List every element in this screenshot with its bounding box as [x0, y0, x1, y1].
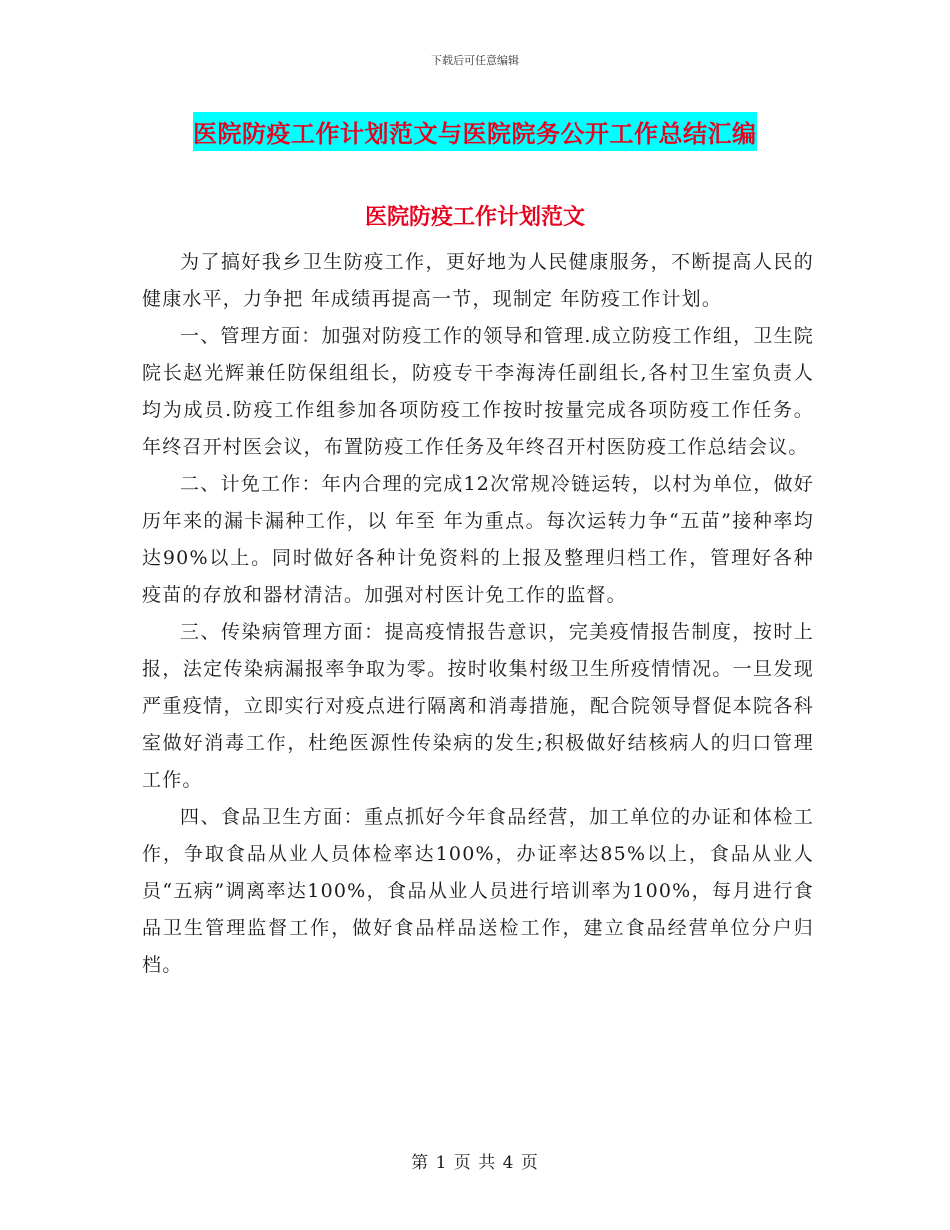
paragraph-infectious-disease: 三、传染病管理方面：提高疫情报告意识，完美疫情报告制度，按时上报，法定传染病漏报率争取为零。按时收集村级卫生所疫情情况。一旦发现严重疫情，立即实行对疫点进行隔离和消毒措施，配合院领导督促本院各科室做好消毒工作，杜绝医源性传染病的发生;积极做好结核病人的归口管理工作。: [142, 621, 814, 791]
paragraph-management: 一、管理方面：加强对防疫工作的领导和管理.成立防疫工作组，卫生院院长赵光辉兼任防保组组长，防疫专干李海涛任副组长,各村卫生室负责人均为成员.防疫工作组参加各项防疫工作按时按量完成各项防疫工作任务。年终召开村医会议，布置防疫工作任务及年终召开村医防疫工作总结会议。: [142, 325, 814, 458]
document-body: [142, 244, 814, 984]
page-number: 第 1 页 共 4 页: [411, 1153, 539, 1173]
paragraph-food-hygiene: 四、食品卫生方面：重点抓好今年食品经营，加工单位的办证和体检工作，争取食品从业人员体检率达100%，办证率达85%以上，食品从业人员“五病”调离率达100%，食品从业人员进行培训率为100%，每月进行食品卫生管理监督工作，做好食品样品送检工作，建立食品经营单位分户归档。: [142, 806, 814, 976]
paragraph-immunization: 二、计免工作：年内合理的完成12次常规冷链运转，以村为单位，做好历年来的漏卡漏种工作，以 年至 年为重点。每次运转力争“五苗”接种率均达90%以上。同时做好各种计免资料的上报及整理归档工作，管理好各种疫苗的存放和器材清洁。加强对村医计免工作的监督。: [142, 473, 814, 606]
section-title: 医院防疫工作计划范文: [364, 204, 585, 230]
document-title: 医院防疫工作计划范文与医院院务公开工作总结汇编: [193, 112, 757, 151]
paragraph-intro: 为了搞好我乡卫生防疫工作，更好地为人民健康服务，不断提高人民的健康水平，力争把 年成绩再提高一节，现制定 年防疫工作计划。: [142, 251, 814, 310]
header-note: 下载后可任意编辑: [431, 54, 519, 67]
